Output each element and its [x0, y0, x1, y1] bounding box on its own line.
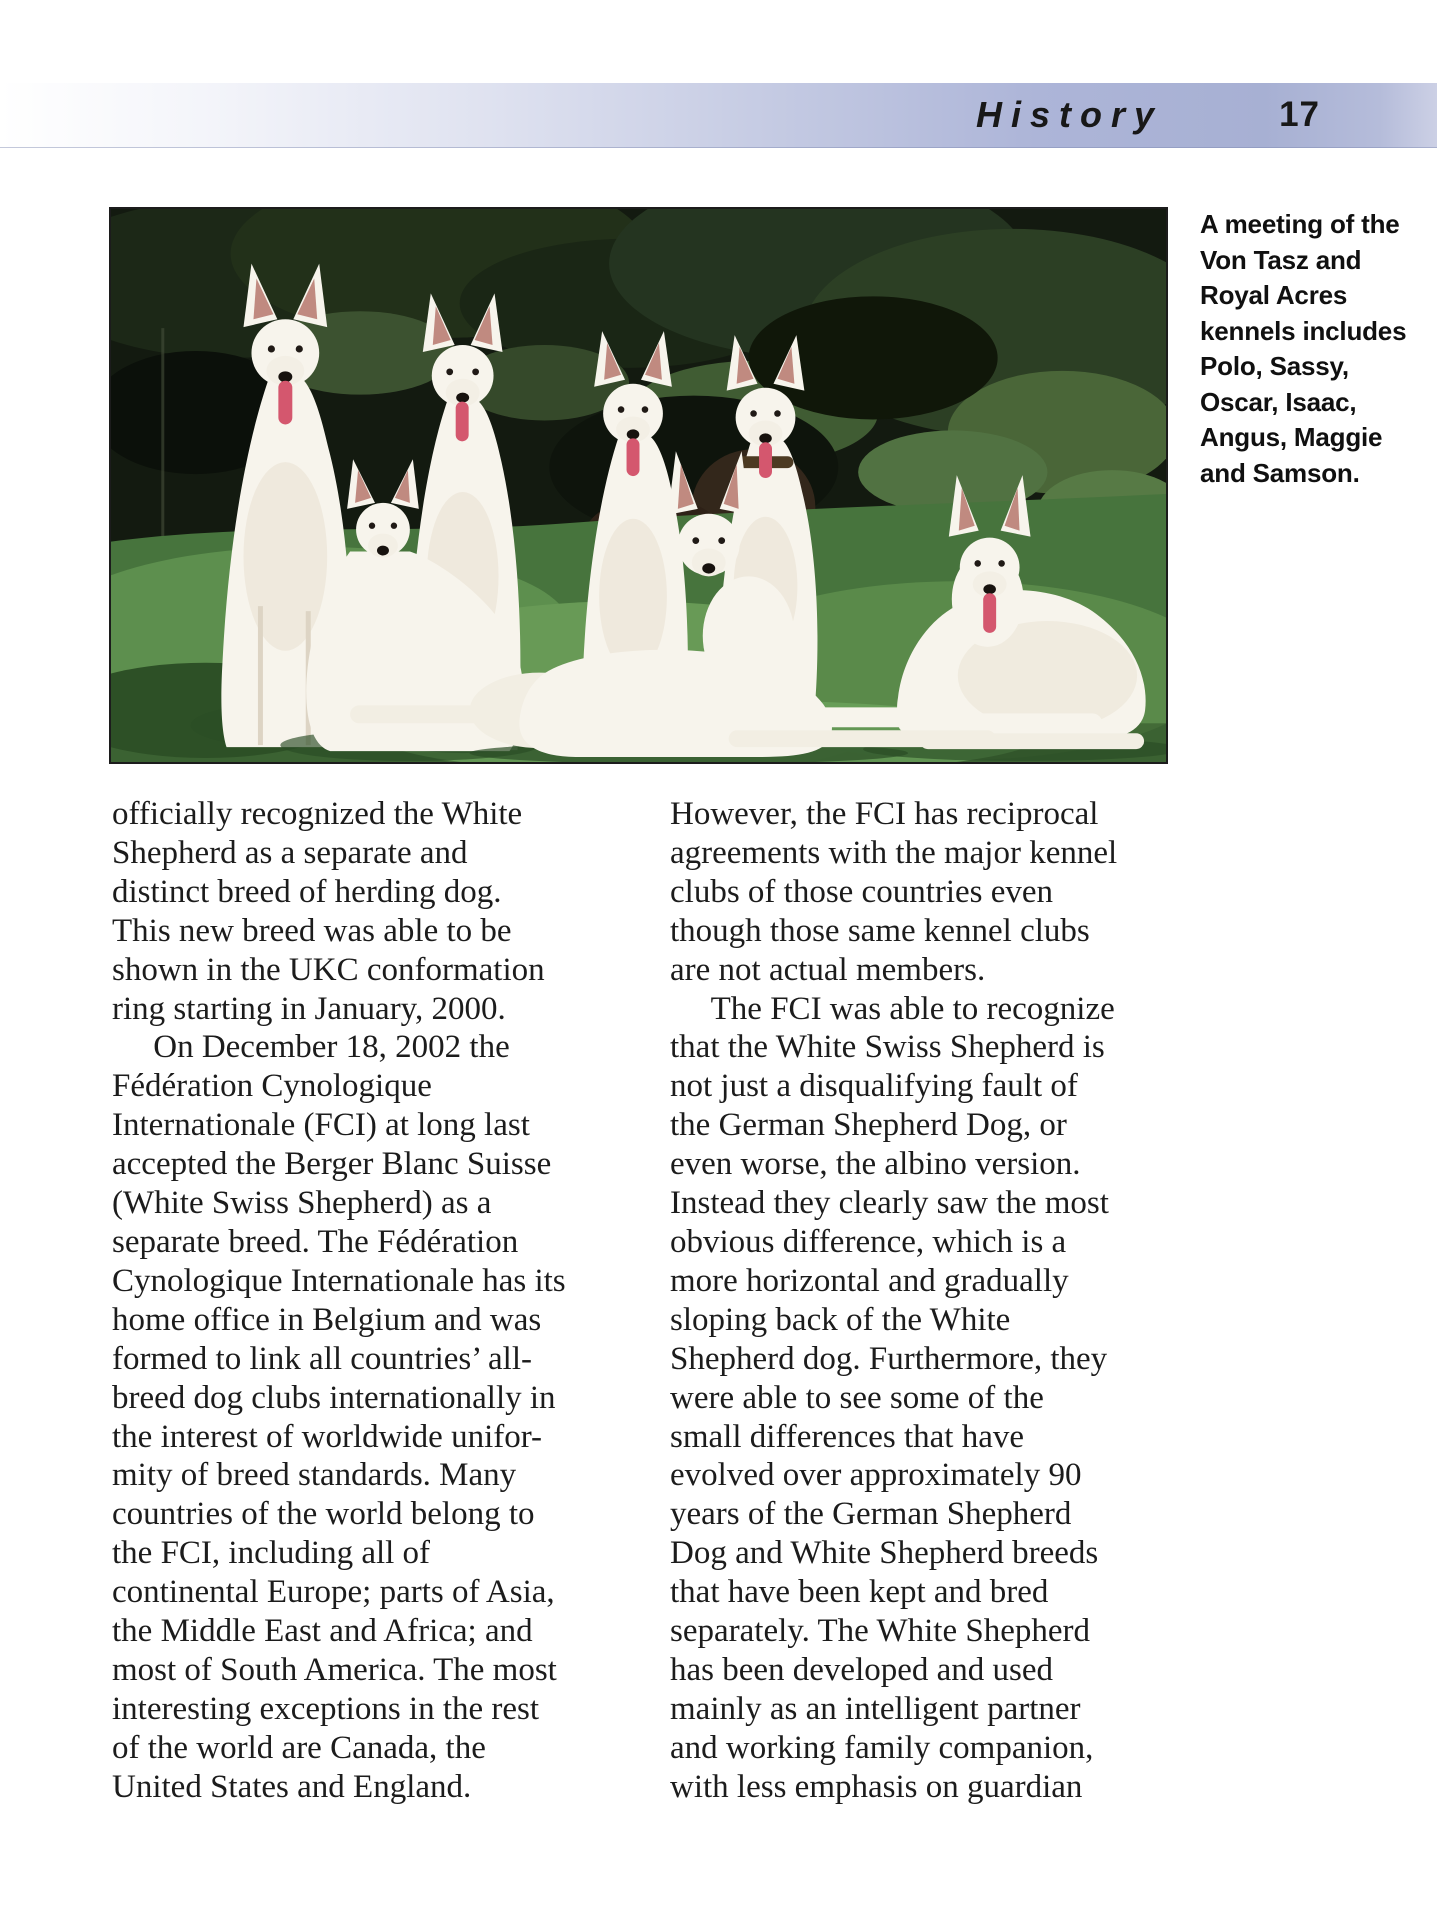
body-text-line: are not actual members. [670, 951, 986, 988]
body-text-line: Dog and White Shepherd breeds [670, 1535, 1099, 1572]
body-text-line: ring starting in January, 2000. [112, 990, 506, 1027]
body-text-line: interesting exceptions in the rest [112, 1690, 540, 1727]
body-text-line: evolved over approximately 90 [670, 1457, 1082, 1494]
body-text-line: small differences that have [670, 1418, 1024, 1455]
body-text-line: were able to see some of the [670, 1379, 1044, 1416]
caption-line: and Samson. [1200, 457, 1360, 488]
body-text-line: continental Europe; parts of Asia, [112, 1574, 555, 1611]
dogs-photo-illustration [111, 209, 1166, 762]
body-text-line: of the world are Canada, the [112, 1729, 486, 1766]
body-text-line: even worse, the albino version. [670, 1146, 1081, 1183]
body-text-line: This new breed was able to be [112, 912, 512, 949]
body-text-line: not just a disqualifying fault of [670, 1068, 1078, 1105]
body-text-line: agreements with the major kennel [670, 834, 1118, 871]
body-text-line: with less emphasis on guardian [670, 1768, 1083, 1805]
body-text-line: that have been kept and bred [670, 1574, 1049, 1611]
body-text-line: separate breed. The Fédération [112, 1223, 519, 1260]
body-text-line: Internationale (FCI) at long last [112, 1107, 530, 1144]
body-text-line: most of South America. The most [112, 1651, 557, 1688]
body-column-left [112, 795, 617, 1807]
body-text-line: the Middle East and Africa; and [112, 1613, 533, 1650]
dogs-photo [109, 207, 1168, 764]
body-text-line: clubs of those countries even [670, 873, 1054, 910]
caption-line: Polo, Sassy, [1200, 351, 1349, 381]
chapter-title: History [975, 94, 1163, 135]
page-number: 17 [1279, 95, 1320, 134]
body-text-line: mity of breed standards. Many [112, 1457, 517, 1494]
body-text-line: distinct breed of herding dog. [112, 873, 502, 910]
body-text-line: more horizontal and gradually [670, 1262, 1069, 1299]
caption-line: kennels includes [1200, 315, 1407, 346]
body-text-line: shown in the UKC conformation [112, 951, 545, 988]
body-text-line: Fédération Cynologique [112, 1068, 432, 1105]
body-text-line: separately. The White Shepherd [670, 1613, 1090, 1650]
body-text-line: accepted the Berger Blanc Suisse [112, 1146, 552, 1183]
body-text-line: However, the FCI has reciprocal [670, 796, 1099, 832]
body-text-line: The FCI was able to recognize [670, 990, 1115, 1027]
body-text-line: Shepherd dog. Furthermore, they [670, 1340, 1108, 1377]
body-text-line: though those same kennel clubs [670, 912, 1090, 949]
body-text-line: years of the German Shepherd [670, 1496, 1072, 1533]
body-text-line: has been developed and used [670, 1651, 1054, 1688]
body-text-line: obvious difference, which is a [670, 1223, 1067, 1260]
body-column-right [670, 795, 1175, 1807]
caption-line: Oscar, Isaac, [1200, 386, 1357, 417]
body-text-line: On December 18, 2002 the [112, 1029, 510, 1066]
body-text-line: Instead they clearly saw the most [670, 1185, 1109, 1222]
body-text-line: the FCI, including all of [112, 1535, 431, 1572]
body-text-line: Shepherd as a separate and [112, 834, 468, 871]
body-text-line: Cynologique Internationale has its [112, 1262, 566, 1299]
body-text-line: mainly as an intelligent partner [670, 1690, 1081, 1727]
caption-line: A meeting of the [1200, 209, 1400, 239]
body-text-line: the German Shepherd Dog, or [670, 1107, 1067, 1144]
body-text-line: countries of the world belong to [112, 1496, 535, 1533]
photo-caption [1200, 207, 1435, 491]
body-text-line: home office in Belgium and was [112, 1301, 542, 1338]
body-text-line: officially recognized the White [112, 796, 523, 832]
body-text-line: and working family companion, [670, 1729, 1094, 1766]
caption-line: Royal Acres [1200, 280, 1348, 310]
body-text-line: (White Swiss Shepherd) as a [112, 1185, 492, 1222]
body-text-line: the interest of worldwide unifor- [112, 1418, 543, 1455]
caption-line: Angus, Maggie [1200, 422, 1383, 452]
body-text-line: sloping back of the White [670, 1301, 1011, 1338]
body-text-line: United States and England. [112, 1768, 472, 1805]
body-text-line: breed dog clubs internationally in [112, 1379, 556, 1416]
chapter-header-band [0, 83, 1437, 148]
body-text-line: that the White Swiss Shepherd is [670, 1029, 1105, 1066]
caption-line: Von Tasz and [1200, 244, 1362, 275]
body-text-line: formed to link all countries’ all- [112, 1340, 533, 1377]
